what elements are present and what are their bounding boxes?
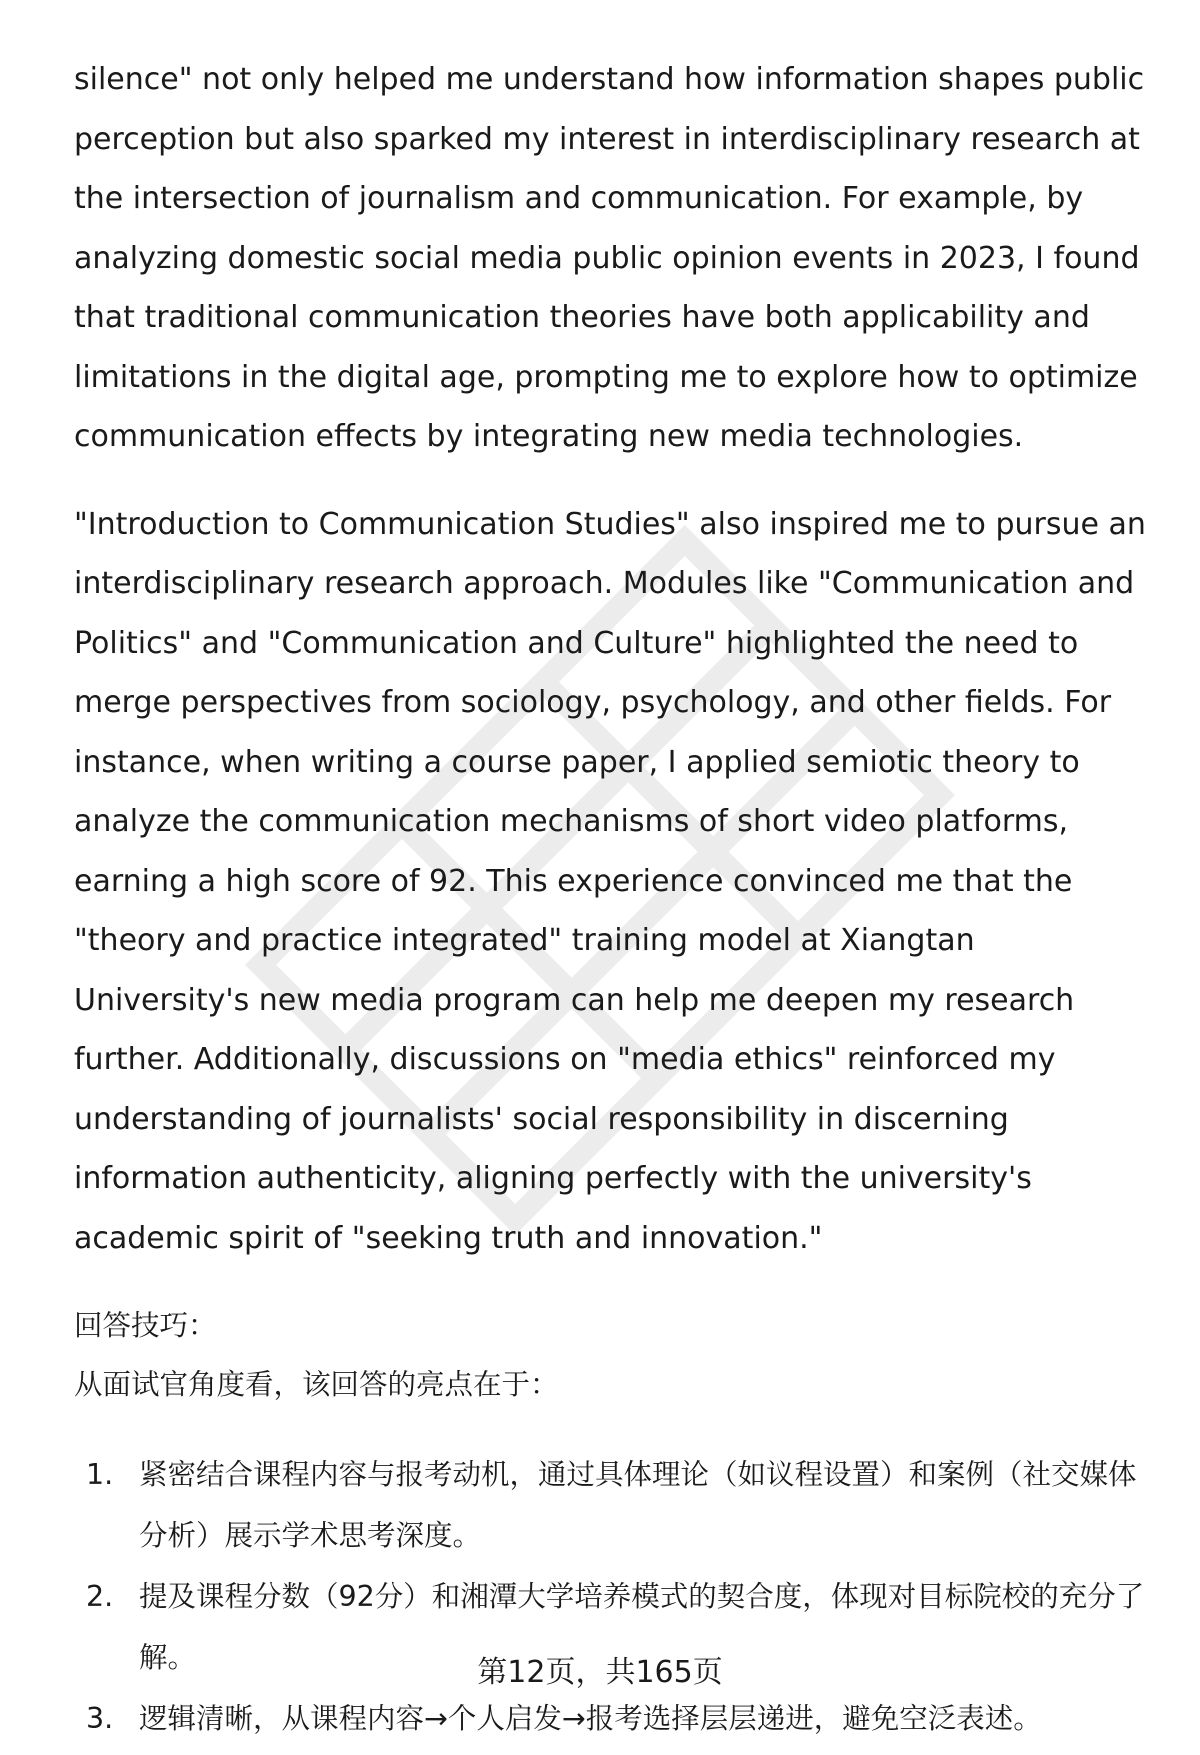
list-item-text: 提及课程分数（92分）和湘潭大学培养模式的契合度，体现对目标院校的充分了解。 [139, 1580, 1145, 1674]
list-item-number: 3. [86, 1702, 114, 1735]
document-body [74, 50, 1156, 1749]
list-item [86, 1688, 1156, 1749]
list-item-text: 逻辑清晰，从课程内容→个人启发→报考选择层层递进，避免空泛表述。 [139, 1702, 1042, 1735]
list-item-number: 1. [86, 1458, 114, 1491]
list-item [86, 1444, 1156, 1566]
page-number: 第12页，共165页 [477, 1655, 723, 1690]
tips-intro: 从面试官角度看，该回答的亮点在于： [74, 1368, 559, 1401]
paragraph: "Introduction to Communication Studies" also inspired me to pursue an interdisciplinary research approach. Modules like "Communication and Politics" and "Communication and Culture" highlighted the need to merge perspectives from sociology, psychology, and other fields. For instance, when writing a course paper, I applied semiotic theory to analyze the communication mechanisms of short video platforms, earning a high score of 92. This experience convinced me that the "theory and practice integrated" training model at Xiangtan University's new media program can help me deepen my research further. Additionally, discussions on "media ethics" reinforced my understanding of journalists' social responsibility in discerning information authenticity, aligning perfectly with the university's academic spirit of "seeking truth and innovation." [74, 506, 1146, 1256]
paragraph: silence" not only helped me understand how information shapes public perception but also sparked my interest in interdisciplinary research at the intersection of journalism and communication. For example, by analyzing domestic social media public opinion events in 2023, I found that traditional communication theories have both applicability and limitations in the digital age, prompting me to explore how to optimize communication effects by integrating new media technologies. [74, 62, 1145, 454]
list-item-number: 2. [86, 1580, 114, 1613]
tips-list [74, 1444, 1156, 1749]
tips-heading: 回答技巧： [74, 1309, 217, 1342]
list-item-text: 紧密结合课程内容与报考动机，通过具体理论（如议程设置）和案例（社交媒体分析）展示学术思考深度。 [139, 1458, 1137, 1552]
